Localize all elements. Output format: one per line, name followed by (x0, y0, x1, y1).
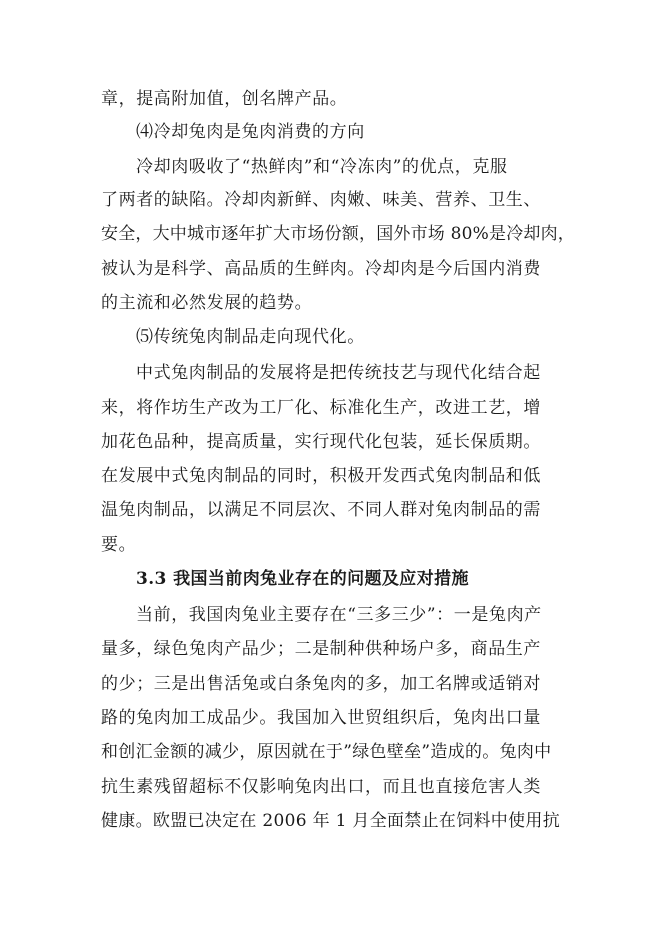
paragraph-line: 路的兔肉加工成品少。我国加入世贸组织后，兔肉出口量 (101, 708, 541, 728)
paragraph-line: 安全，大中城市逐年扩大市场份额，国外市场 80%是冷却肉， (101, 224, 575, 244)
subheading: ⑸传统兔肉制品走向现代化。 (136, 327, 365, 347)
paragraph-line: 在发展中式兔肉制品的同时，积极开发西式兔肉制品和低 (101, 466, 541, 486)
paragraph-line: 和创汇金额的减少，原因就在于”绿色壁垒”造成的。兔肉中 (101, 742, 552, 762)
paragraph-line: 中式兔肉制品的发展将是把传统技艺与现代化结合起 (136, 363, 541, 383)
section-heading: 3.3 我国当前肉兔业存在的问题及应对措施 (136, 569, 469, 589)
paragraph-line: 要。 (101, 535, 137, 555)
paragraph-line: 当前，我国肉兔业主要存在“三多三少”：一是兔肉产 (136, 605, 542, 625)
paragraph-line: 量多，绿色兔肉产品少；二是制种供种场户多，商品生产 (101, 639, 541, 659)
paragraph-line: 被认为是科学、高品质的生鲜肉。冷却肉是今后国内消费 (101, 259, 541, 279)
paragraph-line: 健康。欧盟已决定在 2006 年 1 月全面禁止在饲料中使用抗 (101, 811, 560, 831)
paragraph-line: 加花色品种，提高质量，实行现代化包装，延长保质期。 (101, 432, 541, 452)
paragraph-line: 温兔肉制品，以满足不同层次、不同人群对兔肉制品的需 (101, 500, 541, 520)
paragraph-line: 了两者的缺陷。冷却肉新鲜、肉嫩、味美、营养、卫生、 (101, 190, 541, 210)
paragraph-line: 抗生素残留超标不仅影响兔肉出口，而且也直接危害人类 (101, 777, 541, 797)
subheading: ⑷冷却兔肉是兔肉消费的方向 (136, 122, 365, 142)
paragraph-line: 的主流和必然发展的趋势。 (101, 293, 313, 313)
paragraph-line: 冷却肉吸收了“热鲜肉”和“冷冻肉”的优点，克服 (136, 157, 508, 177)
text-line: 章，提高附加值，创名牌产品。 (101, 89, 348, 109)
paragraph-line: 来，将作坊生产改为工厂化、标准化生产，改进工艺，增 (101, 398, 541, 418)
paragraph-line: 的少；三是出售活兔或白条兔肉的多，加工名牌或适销对 (101, 674, 541, 694)
